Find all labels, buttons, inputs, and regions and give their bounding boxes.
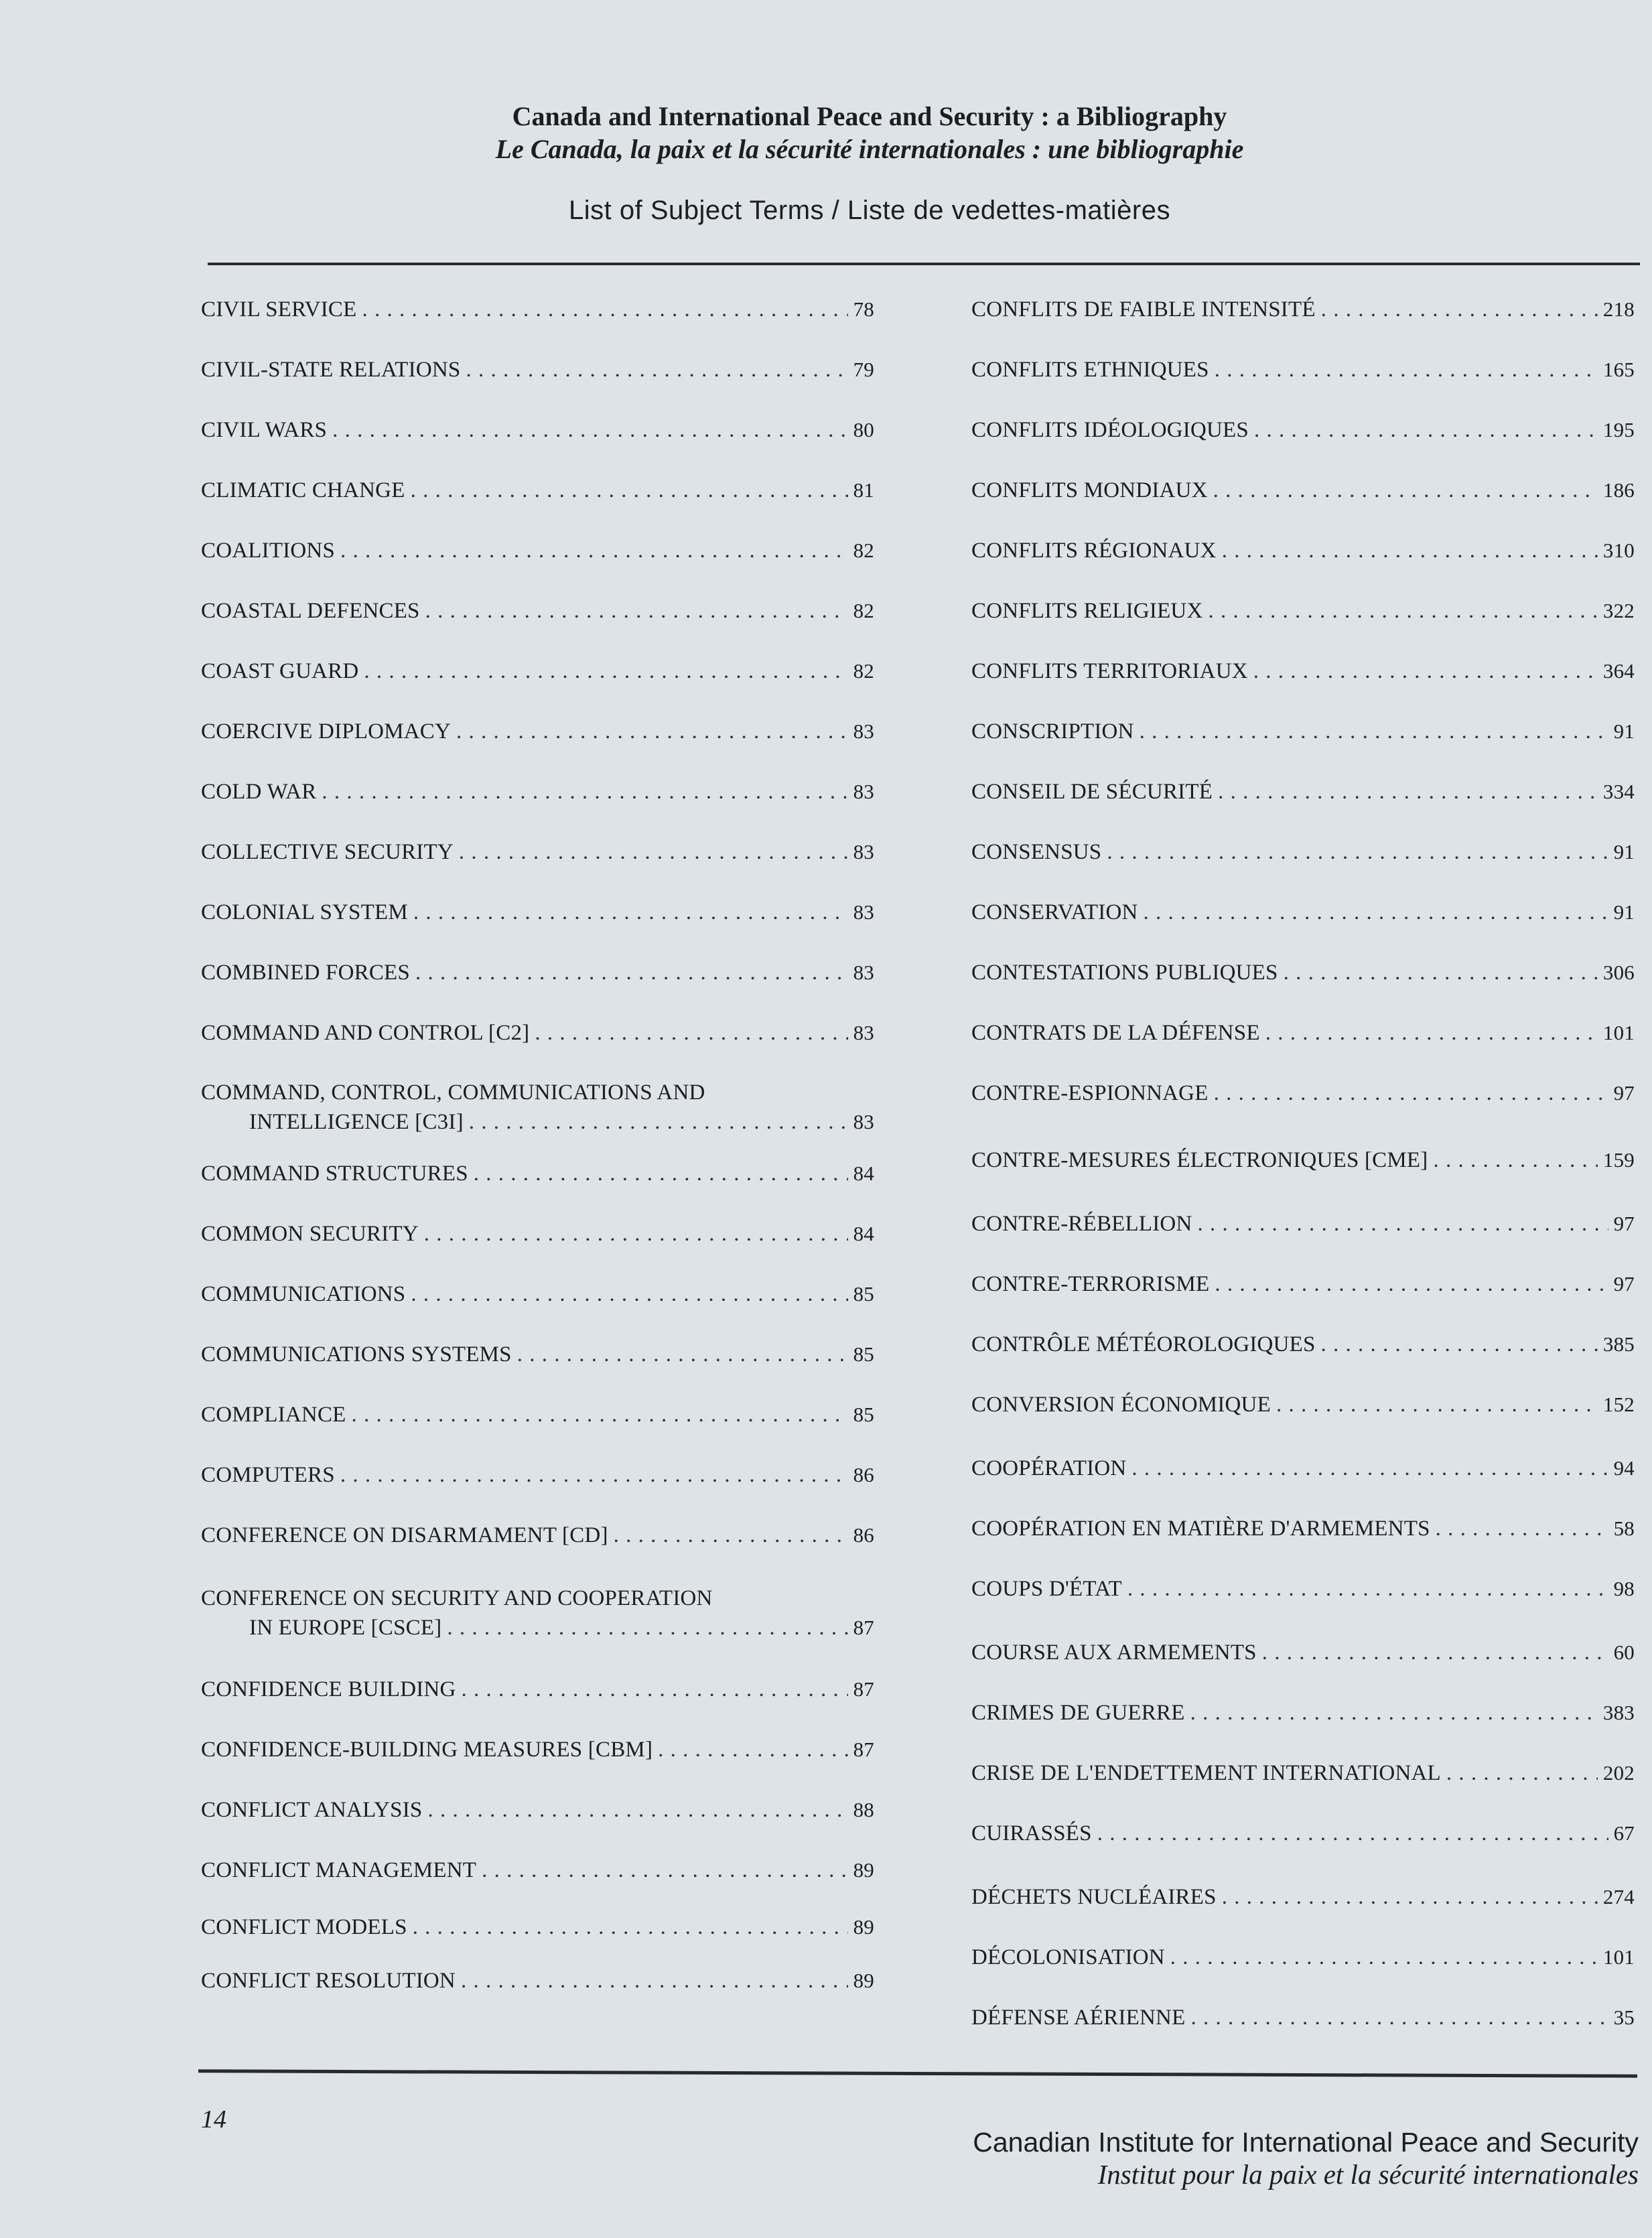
leader-dots [1127,1575,1608,1604]
index-entry [201,1912,874,1942]
page-reference: 97 [1613,1272,1635,1296]
index-entry [201,1856,874,1885]
index-entry [201,1159,874,1188]
leader-dots [411,476,848,505]
page-reference: 94 [1613,1456,1635,1480]
index-entry [201,415,874,445]
index-entry [201,717,874,746]
page-reference: 310 [1602,539,1635,562]
subject-term: CRIMES DE GUERRE [971,1701,1185,1725]
page-reference: 85 [853,1403,874,1426]
index-entry [971,1078,1635,1108]
page-reference: 91 [1613,719,1635,743]
subject-term: COMPLIANCE [201,1403,346,1427]
index-entry [201,295,874,324]
leader-dots [340,1461,848,1490]
index-entry [971,596,1635,626]
index-entry [971,1758,1635,1788]
leader-dots [340,537,848,565]
subject-term: CONTRE-RÉBELLION [971,1212,1192,1236]
index-entry [971,2003,1635,2032]
index-entry [971,656,1635,686]
leader-dots [474,1160,848,1188]
index-entry [971,1209,1635,1239]
subject-term: CIVIL SERVICE [201,297,357,322]
leader-dots [461,1967,848,1996]
index-entry [971,536,1635,565]
subject-term: COLD WAR [201,780,317,804]
index-entry [971,1698,1635,1728]
index-entry [971,1145,1635,1175]
subject-term: CONSEIL DE SÉCURITÉ [971,780,1213,804]
page-reference: 84 [853,1162,874,1185]
leader-dots [1276,1391,1598,1419]
page-reference: 82 [853,659,874,683]
list-title: List of Subject Terms / Liste de vedettes-matières [569,196,1170,225]
page-reference: 218 [1602,297,1635,321]
page-reference: 202 [1602,1761,1635,1785]
index-entry [201,958,874,987]
leader-dots [1209,597,1598,626]
index-entry [971,1269,1635,1299]
subject-term: COURSE AUX ARMEMENTS [971,1640,1257,1665]
page-number: 14 [201,2105,226,2134]
page-reference: 306 [1602,961,1635,984]
page-reference: 98 [1613,1577,1635,1600]
leader-dots [456,717,848,746]
leader-dots [466,356,847,384]
subject-term: COUPS D'ÉTAT [971,1577,1122,1601]
subject-term: CONFERENCE ON SECURITY AND COOPERATION [201,1586,713,1610]
page-reference: 84 [853,1222,874,1245]
index-entry [971,1943,1635,1972]
subject-term: CONFLITS TERRITORIAUX [971,659,1248,683]
title-english: Canada and International Peace and Security : a Bibliography [512,101,1227,131]
page-reference: 81 [853,478,874,502]
index-entry [971,1819,1635,1848]
subject-term: IN EUROPE [CSCE] [249,1616,442,1640]
leader-dots [1214,1079,1608,1108]
subject-term: DÉCHETS NUCLÉAIRES [971,1885,1217,1909]
bottom-rule [198,2069,1637,2077]
leader-dots [413,1913,848,1942]
leader-dots [517,1340,848,1369]
index-entry [201,1400,874,1429]
index-entry [971,777,1635,807]
subject-term: COMMAND STRUCTURES [201,1162,468,1186]
index-entry [201,1078,874,1137]
page-reference: 87 [853,1677,874,1701]
subject-term: COLLECTIVE SECURITY [201,840,454,864]
index-entry [971,1454,1635,1483]
index-entry [201,1340,874,1369]
index-entry [971,1638,1635,1667]
leader-dots [1107,838,1608,867]
page-reference: 159 [1602,1148,1635,1172]
index-entry [201,1219,874,1249]
subject-term: COOPÉRATION [971,1456,1127,1480]
index-entry [201,1279,874,1309]
subject-term: CONFLICT MANAGEMENT [201,1858,477,1882]
subject-term: DÉCOLONISATION [971,1945,1165,1969]
page-reference: 85 [853,1282,874,1306]
index-entry [971,415,1635,445]
subject-term: CONFLICT ANALYSIS [201,1798,423,1822]
index-entry [971,717,1635,746]
page-reference: 165 [1602,358,1635,381]
subject-term: COASTAL DEFENCES [201,599,420,623]
page-reference: 97 [1613,1212,1635,1235]
subject-term: COLONIAL SYSTEM [201,900,408,924]
subject-term: CIVIL WARS [201,418,328,442]
page-reference: 87 [853,1616,874,1639]
subject-term: COMMAND AND CONTROL [C2] [201,1021,530,1045]
leader-dots [424,1220,848,1249]
page-reference: 383 [1602,1701,1635,1724]
subject-term: COAST GUARD [201,659,359,683]
leader-dots [415,959,848,987]
page-reference: 364 [1602,659,1635,683]
page-reference: 86 [853,1463,874,1486]
subject-term: CONTRE-MESURES ÉLECTRONIQUES [CME] [971,1148,1428,1172]
page-footer [973,2127,1639,2190]
index-entry [201,1735,874,1764]
page-reference: 89 [853,1858,874,1882]
leader-dots [1218,778,1598,807]
page-reference: 274 [1602,1885,1635,1908]
leader-dots [535,1019,847,1048]
page-reference: 83 [853,1110,874,1133]
page-reference: 83 [853,961,874,984]
subject-term: CONTRE-ESPIONNAGE [971,1081,1209,1105]
index-entry [201,656,874,686]
subject-term: CONFLITS IDÉOLOGIQUES [971,418,1249,442]
index-entry [201,898,874,927]
leader-dots [1198,1210,1608,1239]
page-reference: 97 [1613,1081,1635,1105]
page-reference: 86 [853,1523,874,1547]
leader-dots [447,1614,847,1642]
page-reference: 88 [853,1798,874,1821]
leader-dots [1144,898,1608,927]
leader-dots [1321,295,1598,324]
index-entry [201,355,874,384]
leader-dots [1433,1146,1597,1175]
page-reference: 195 [1602,418,1635,441]
leader-dots [1222,1883,1598,1912]
page-reference: 83 [853,1021,874,1044]
page-reference: 91 [1613,840,1635,863]
page-reference: 186 [1602,478,1635,502]
page-reference: 80 [853,418,874,441]
page-reference: 67 [1613,1821,1635,1845]
index-entry [971,295,1635,324]
page-reference: 91 [1613,900,1635,924]
subject-term: CONSCRIPTION [971,719,1134,744]
leader-dots [322,778,847,807]
subject-term: CONTESTATIONS PUBLIQUES [971,961,1278,985]
subject-term: COMMAND, CONTROL, COMMUNICATIONS AND [201,1080,705,1105]
subject-term: CRISE DE L'ENDETTEMENT INTERNATIONAL [971,1761,1441,1785]
subject-term: CONFLICT MODELS [201,1915,407,1939]
index-entry [201,1675,874,1704]
index-entry [201,1018,874,1048]
page-reference: 385 [1602,1332,1635,1356]
leader-dots [1190,1699,1598,1728]
page-reference: 334 [1602,780,1635,803]
subject-term: CONFERENCE ON DISARMAMENT [CD] [201,1523,608,1547]
page-reference: 101 [1602,1021,1635,1044]
subject-term: COALITIONS [201,539,335,563]
index-entry [201,1584,874,1642]
page-reference: 87 [853,1738,874,1761]
page-reference: 101 [1602,1945,1635,1969]
subject-term: CONSERVATION [971,900,1138,924]
subject-term: CONTRATS DE LA DÉFENSE [971,1021,1260,1045]
subject-term: COOPÉRATION EN MATIÈRE D'ARMEMENTS [971,1517,1430,1541]
index-entry [971,837,1635,867]
leader-dots [364,657,847,686]
page-reference: 89 [853,1915,874,1939]
subject-term: COMMUNICATIONS SYSTEMS [201,1342,512,1367]
subject-term: CONFLICT RESOLUTION [201,1969,456,1993]
subject-term: CONFIDENCE BUILDING [201,1677,456,1701]
leader-dots [1215,356,1598,384]
index-entry [201,1966,874,1996]
page-reference: 152 [1602,1393,1635,1416]
page-reference: 322 [1602,599,1635,622]
page-reference: 83 [853,840,874,863]
leader-dots [469,1108,848,1137]
subject-term: CONFIDENCE-BUILDING MEASURES [CBM] [201,1738,653,1762]
index-entry [201,837,874,867]
title-french: Le Canada, la paix et la sécurité internationales : une bibliographie [495,134,1244,164]
leader-dots [1254,416,1598,445]
leader-dots [411,1280,847,1309]
subject-term: CONTRE-TERRORISME [971,1272,1210,1296]
subject-term: COERCIVE DIPLOMACY [201,719,452,744]
index-entry [971,1574,1635,1604]
leader-dots [352,1401,848,1429]
leader-dots [1170,1943,1598,1972]
subject-term: CONFLITS MONDIAUX [971,478,1208,502]
leader-dots [1446,1759,1598,1788]
page-reference: 83 [853,900,874,924]
index-entry [971,1514,1635,1543]
index-entry [971,355,1635,384]
subject-term: CONFLITS ETHNIQUES [971,358,1209,382]
institute-english: Canadian Institute for International Peace and Security [973,2127,1639,2158]
page-reference: 35 [1613,2006,1635,2029]
leader-dots [1284,959,1598,987]
institute-french: Institut pour la paix et la sécurité internationales [1097,2159,1639,2190]
page-reference: 82 [853,539,874,562]
index-entry [971,1018,1635,1048]
index-entry [201,1521,874,1550]
index-entry [201,777,874,807]
page-reference: 83 [853,780,874,803]
index-entry [971,1390,1635,1419]
subject-term: COMPUTERS [201,1463,335,1487]
index-entry [201,536,874,565]
leader-dots [1265,1019,1598,1048]
subject-term: CONFLITS RELIGIEUX [971,599,1203,623]
subject-term: DÉFENSE AÉRIENNE [971,2006,1186,2030]
page-reference: 82 [853,599,874,622]
index-entry [201,596,874,626]
index-entry [971,1882,1635,1912]
subject-term: CLIMATIC CHANGE [201,478,405,502]
leader-dots [1190,2004,1608,2032]
page-reference: 83 [853,719,874,743]
subject-term: COMMON SECURITY [201,1222,419,1246]
subject-term: CONTRÔLE MÉTÉOROLOGIQUES [971,1332,1316,1356]
leader-dots [1321,1330,1598,1359]
leader-dots [1213,476,1598,505]
leader-dots [425,597,848,626]
leader-dots [1140,717,1608,746]
leader-dots [427,1796,847,1825]
page-reference: 58 [1613,1517,1635,1540]
subject-term: COMMUNICATIONS [201,1282,406,1306]
subject-term: INTELLIGENCE [C3I] [249,1110,464,1134]
index-entry [201,1460,874,1490]
page-reference: 89 [853,1969,874,1992]
subject-term: CIVIL-STATE RELATIONS [201,358,461,382]
page-header [0,100,1652,226]
leader-dots [332,416,848,445]
leader-dots [459,838,848,867]
leader-dots [362,295,847,324]
page-reference: 79 [853,358,874,381]
leader-dots [614,1521,848,1550]
leader-dots [1097,1819,1608,1848]
subject-term: COMBINED FORCES [201,961,410,985]
leader-dots [1262,1638,1608,1667]
leader-dots [413,898,848,927]
index-entry [971,476,1635,505]
page-reference: 85 [853,1342,874,1366]
index-entry [201,1795,874,1825]
subject-term: CONSENSUS [971,840,1102,864]
leader-dots [658,1736,847,1764]
index-entry [971,898,1635,927]
top-rule [208,263,1640,265]
index-entry [971,1330,1635,1359]
leader-dots [1131,1454,1608,1483]
subject-term: CUIRASSÉS [971,1821,1092,1845]
leader-dots [482,1856,847,1885]
leader-dots [1253,657,1598,686]
subject-term: CONVERSION ÉCONOMIQUE [971,1393,1271,1417]
page-reference: 60 [1613,1640,1635,1664]
index-entry [201,476,874,505]
leader-dots [1222,537,1598,565]
index-entry [971,958,1635,987]
page-reference: 78 [853,297,874,321]
subject-term: CONFLITS DE FAIBLE INTENSITÉ [971,297,1316,322]
leader-dots [462,1675,848,1704]
leader-dots [1436,1515,1608,1543]
subject-term: CONFLITS RÉGIONAUX [971,539,1217,563]
leader-dots [1215,1270,1608,1299]
